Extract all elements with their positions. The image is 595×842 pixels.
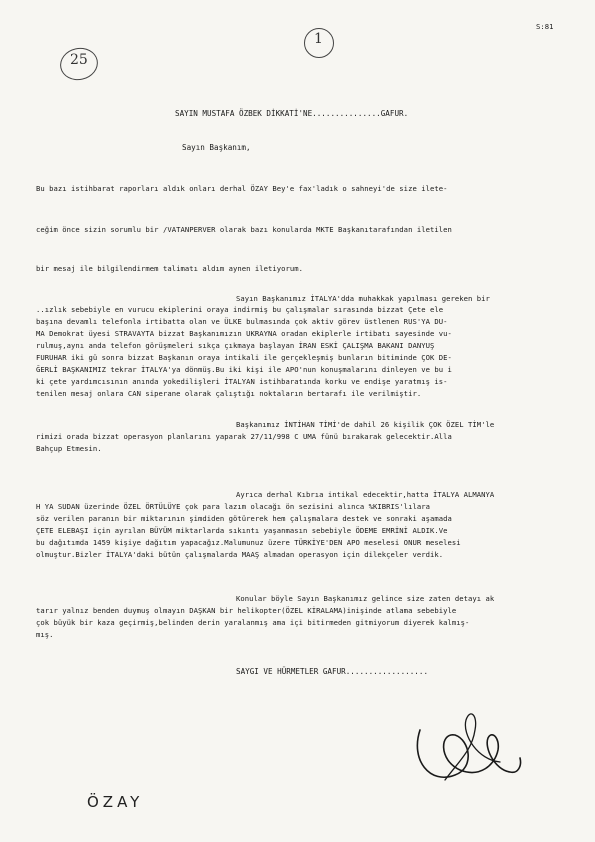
- text-line: ÇETE ELEBAŞI için ayrılan BÜYÜM miktarlarda sıkıntı yaşanmasın sebebiyle ÖDEME EMRİNİ ALDIK.Ve: [36, 526, 448, 535]
- text-line: Ayrıca derhal Kıbrıa intikal edecektir,hatta İTALYA ALMANYA: [236, 490, 495, 499]
- text-line: olmuştur.Bizler İTALYA'daki bütün çalışmalarda MAAŞ almadan operasyon için dilekçeler verdik.: [36, 550, 444, 559]
- handwritten-name: ÖZAY: [87, 793, 144, 811]
- text-line: tenilen mesaj onlara CAN siperane olarak çalıştığı noktaların bertarafı ile verilmiştir.: [36, 389, 422, 398]
- text-line: ki çete yardımcısının anında yokedilişleri İTALYAN istihbaratında korku ve endişe yaratmış is-: [36, 377, 448, 386]
- text-line: söz verilen paranın bir miktarının şimdiden götürerek hem çalışmalara destek ve sonraki aşamada: [36, 514, 452, 523]
- text-line: bir mesaj ile bilgilendirmem talimatı aldım aynen iletiyorum.: [36, 264, 304, 273]
- text-line: FURUHAR iki gü sonra bizzat Başkanın oraya intikali ile gerçekleşmiş bunların bitiminde ÇOK DE-: [36, 353, 452, 362]
- text-line: rulmuş,aynı anda telefon görüşmeleri sıkça çıkmaya başlayan İRAN ESKİ ÇALIŞMA BAKANI DANYUŞ: [36, 341, 435, 350]
- circled-number-text: 25: [70, 52, 88, 68]
- page-number: S:81: [536, 22, 554, 31]
- text-line: Sayın Başkanımız İTALYA'dda muhakkak yapılması gereken bir: [236, 294, 490, 303]
- text-line: tarır yalnız benden duymuş olmayın DAŞKAN bir helikopter(ÖZEL KİRALAMA)inişinde atlama sebebiyle: [36, 606, 457, 615]
- text-line: ceğim önce sizin sorumlu bir /VATANPERVER olarak bazı konularda MKTE Başkanıtarafından iletilen: [36, 225, 452, 234]
- text-line: H YA SUDAN üzerinde ÖZEL ÖRTÜLÜYE çok para lazım olacağı ön sezisini alınca %KIBRIS'lılara: [36, 502, 430, 511]
- text-line: rimizi orada bizzat operasyon planlarını yaparak 27/11/998 C UMA fünü bırakarak gelecektir.Alla: [36, 432, 452, 441]
- text-line: bu dağıtımda 1459 kişiye dağıtım yapacağız.Malumunuz üzere TÜRKİYE'DEN APO meselesi ONUR meselesi: [36, 538, 461, 547]
- text-line: başına devamlı telefonla irtibatta olan ve ÜLKE bulmasında çok aktiv görev üstlenen RUS'YA DU-: [36, 317, 448, 326]
- text-line: çok büyük bir kaza geçirmiş,belinden derin yaralanmış ama içi bitirmeden gitmiyorum diyerek kalmış-: [36, 618, 470, 627]
- closing-line: SAYGI VE HÜRMETLER GAFUR..................: [236, 667, 429, 676]
- text-line: Bu bazı istihbarat raporları aldık onları derhal ÖZAY Bey'e fax'ladık o sahneyi'de size ilete-: [36, 184, 448, 193]
- text-line: Konular böyle Sayın Başkanımız gelince size zaten detayı ak: [236, 594, 495, 603]
- top-mark-text: 1: [314, 31, 323, 47]
- salutation: Sayın Başkanım,: [182, 143, 251, 152]
- text-line: mış.: [36, 630, 54, 639]
- signature: [400, 690, 530, 800]
- text-line: Başkanımız İNTİHAN TİMİ'de dahil 26 kişilik ÇOK ÖZEL TİM'le: [236, 420, 495, 429]
- text-line: Bahçup Etmesin.: [36, 444, 102, 453]
- text-line: ĞERLİ BAŞKANIMIZ tekrar İTALYA'ya dönmüş.Bu iki kişi ile APO'nun konuşmalarını dinleyen ve bu i: [36, 365, 452, 374]
- recipient-line: SAYIN MUSTAFA ÖZBEK DİKKATİ'NE...............GAFUR.: [175, 109, 409, 118]
- text-line: ..ızlık sebebiyle en vurucu ekiplerini oraya indirmiş bu çalışmalar sırasında bizzat Çete ele: [36, 305, 444, 314]
- text-line: MA Demokrat üyesi STRAVAYTA bizzat Başkanımızın UKRAYNA oradan ekiplerle irtibatı sayesinde vu-: [36, 329, 452, 338]
